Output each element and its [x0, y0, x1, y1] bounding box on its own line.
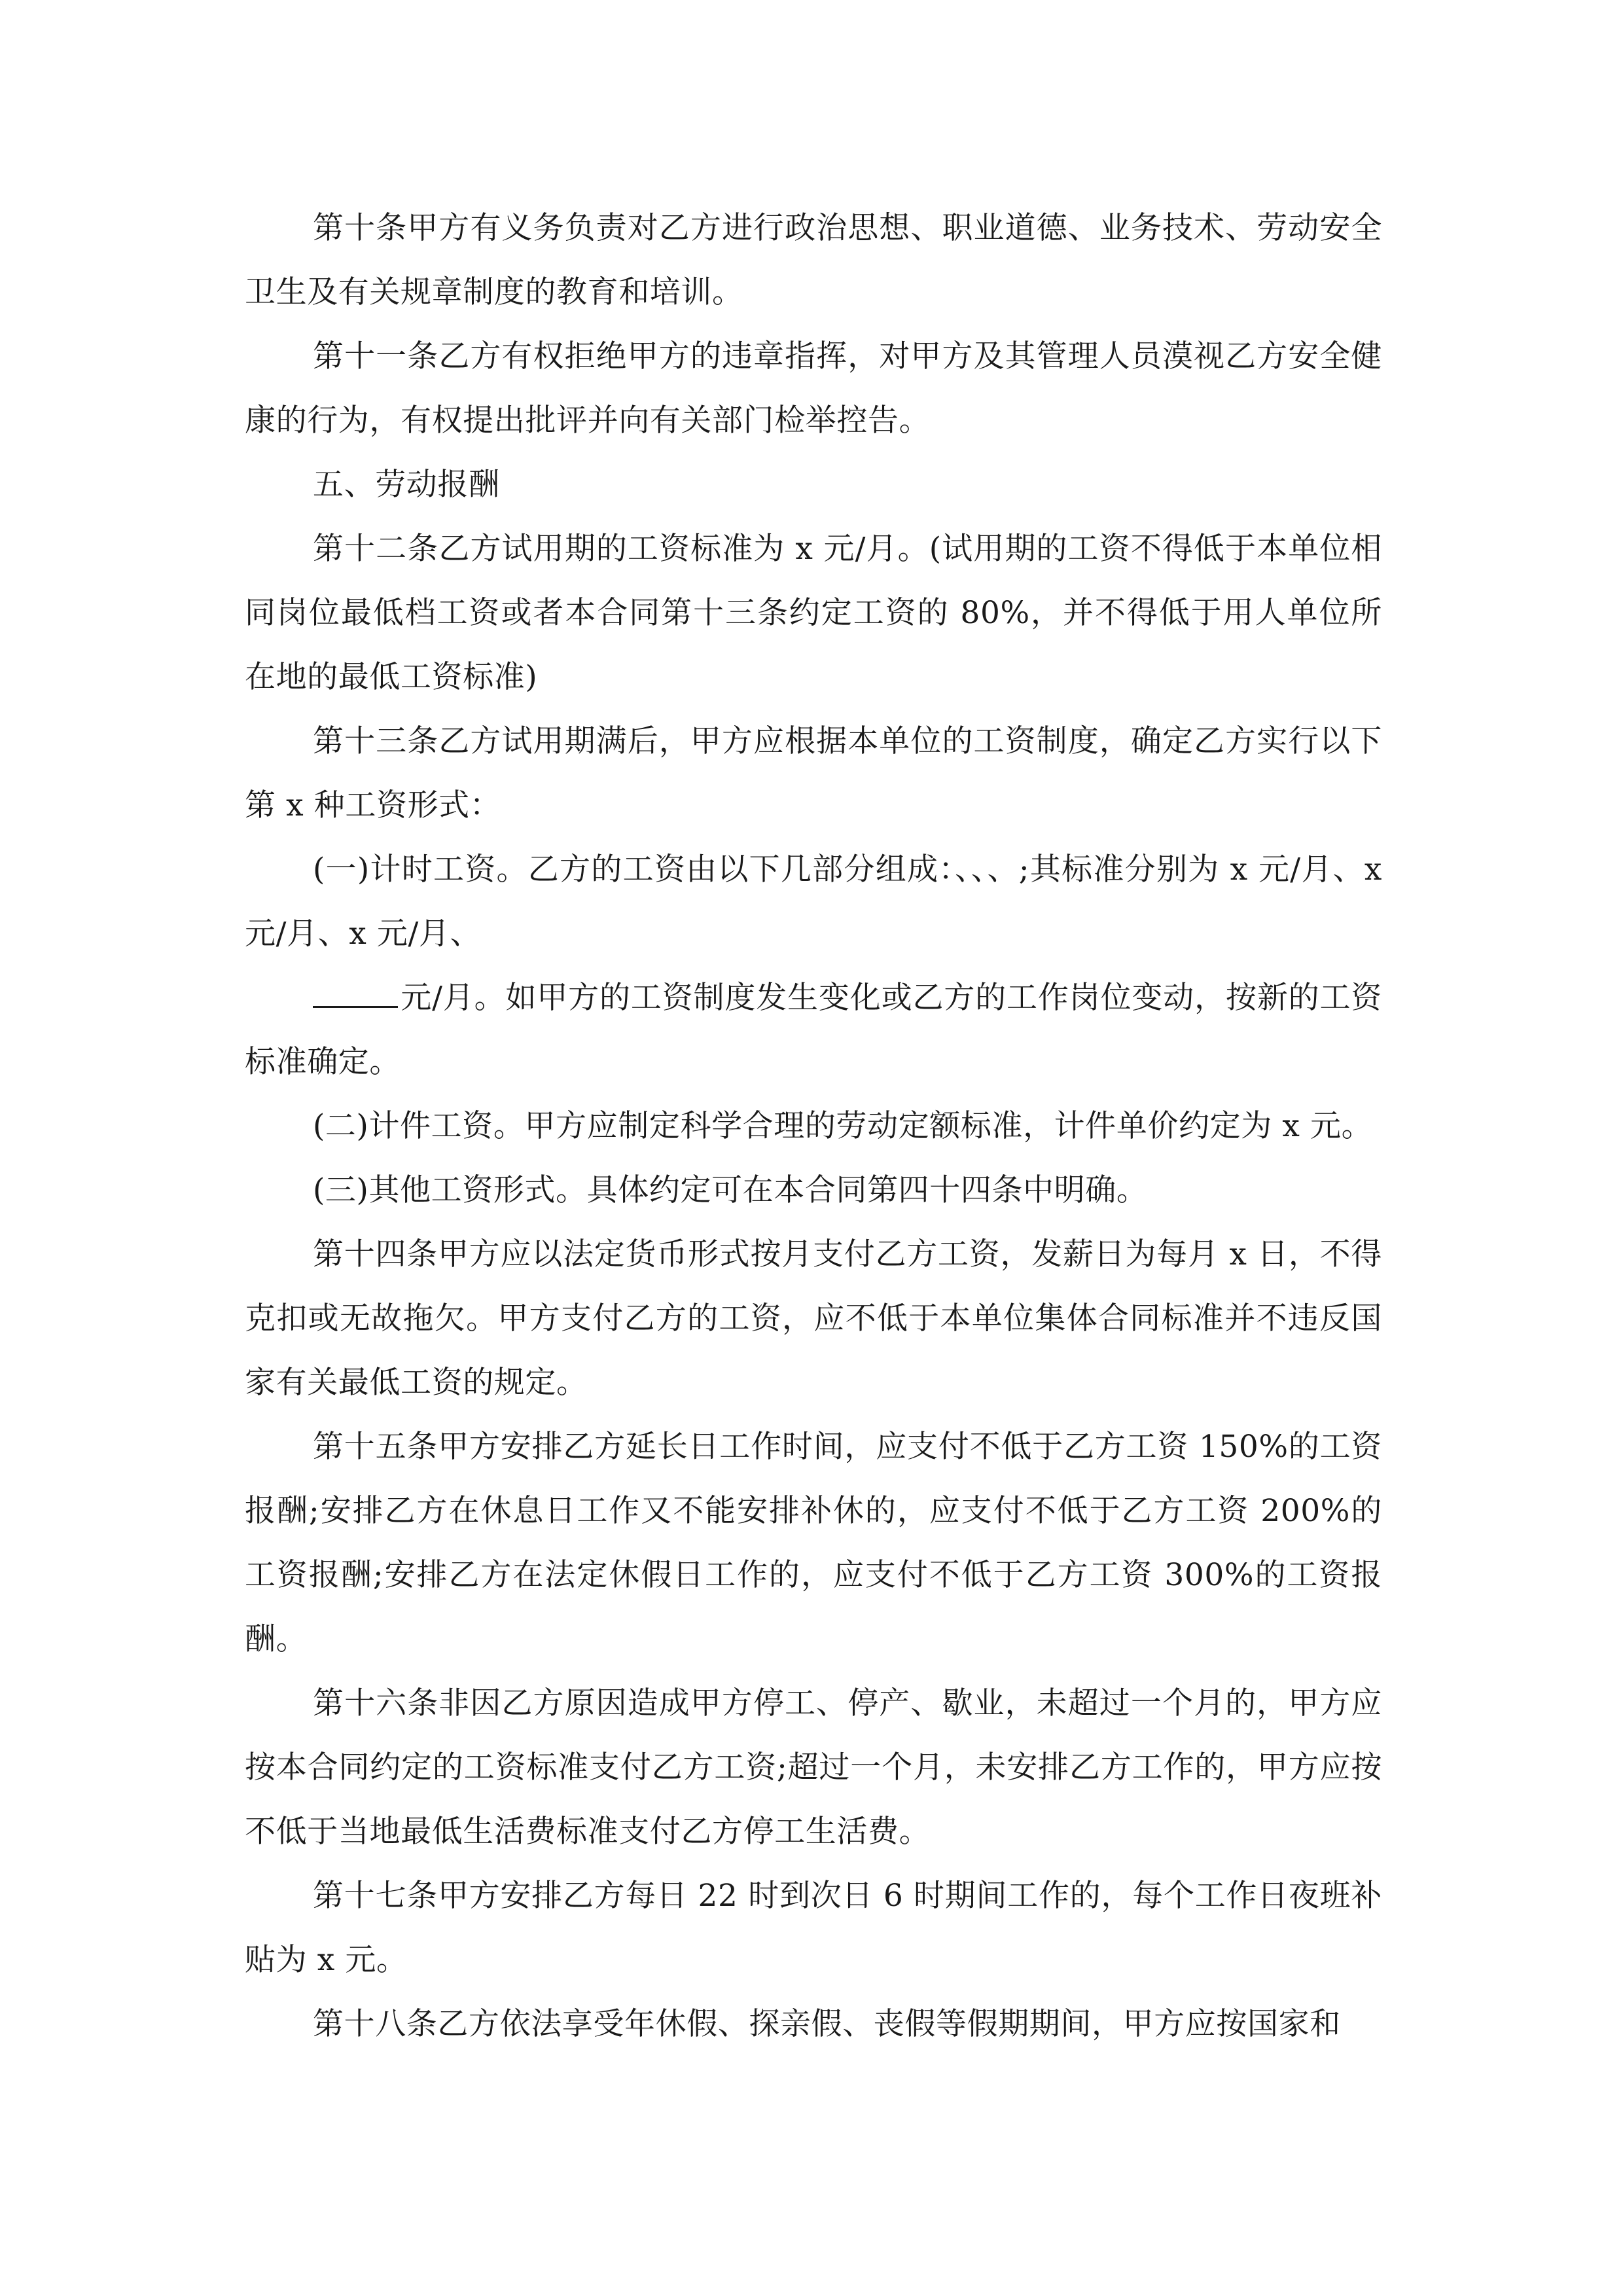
section-heading-labor-remuneration: 五、劳动报酬: [313, 467, 500, 503]
article-12: 第十二条乙方试用期的工资标准为 x 元/月。(试用期的工资不得低于本单位相同岗位最低档工资或者本合同第十三条约定工资的 80%，并不得低于用人单位所在地的最低工资标准): [245, 531, 1382, 695]
clause-other-wage: (三)其他工资形式。具体约定可在本合同第四十四条中明确。: [313, 1172, 1148, 1208]
clause-hourly-wage-continued-text: 元/月。如甲方的工资制度发生变化或乙方的工作岗位变动，按新的工资标准确定。: [245, 980, 1382, 1080]
article-13: 第十三条乙方试用期满后，甲方应根据本单位的工资制度，确定乙方实行以下第 x 种工资形式：: [245, 723, 1382, 823]
article-11: 第十一条乙方有权拒绝甲方的违章指挥，对甲方及其管理人员漠视乙方安全健康的行为，有权提出批评并向有关部门检举控告。: [245, 338, 1382, 439]
article-10: 第十条甲方有义务负责对乙方进行政治思想、职业道德、业务技术、劳动安全卫生及有关规章制度的教育和培训。: [245, 210, 1382, 310]
article-17: 第十七条甲方安排乙方每日 22 时到次日 6 时期间工作的，每个工作日夜班补贴为 x 元。: [245, 1878, 1382, 1978]
article-15: 第十五条甲方安排乙方延长日工作时间，应支付不低于乙方工资 150%的工资报酬;安排乙方在休息日工作又不能安排补休的，应支付不低于乙方工资 200%的工资报酬;安排乙方在法定休假日工作的，应支付不低于乙方工资 300%的工资报酬。: [245, 1429, 1382, 1657]
clause-hourly-wage-continued: [245, 966, 1382, 1094]
article-18: 第十八条乙方依法享受年休假、探亲假、丧假等假期期间，甲方应按国家和: [313, 2006, 1341, 2042]
article-16: 第十六条非因乙方原因造成甲方停工、停产、歇业，未超过一个月的，甲方应按本合同约定的工资标准支付乙方工资;超过一个月，未安排乙方工作的，甲方应按不低于当地最低生活费标准支付乙方停工生活费。: [245, 1685, 1382, 1850]
document-body: [245, 196, 1382, 2056]
article-14: 第十四条甲方应以法定货币形式按月支付乙方工资，发薪日为每月 x 日，不得克扣或无故拖欠。甲方支付乙方的工资，应不低于本单位集体合同标准并不违反国家有关最低工资的规定。: [245, 1236, 1382, 1401]
clause-piece-wage: (二)计件工资。甲方应制定科学合理的劳动定额标准，计件单价约定为 x 元。: [313, 1108, 1373, 1144]
clause-hourly-wage: (一)计时工资。乙方的工资由以下几部分组成：、、、;其标准分别为 x 元/月、x 元/月、x 元/月、: [245, 852, 1382, 952]
fill-in-blank: [313, 973, 398, 1008]
